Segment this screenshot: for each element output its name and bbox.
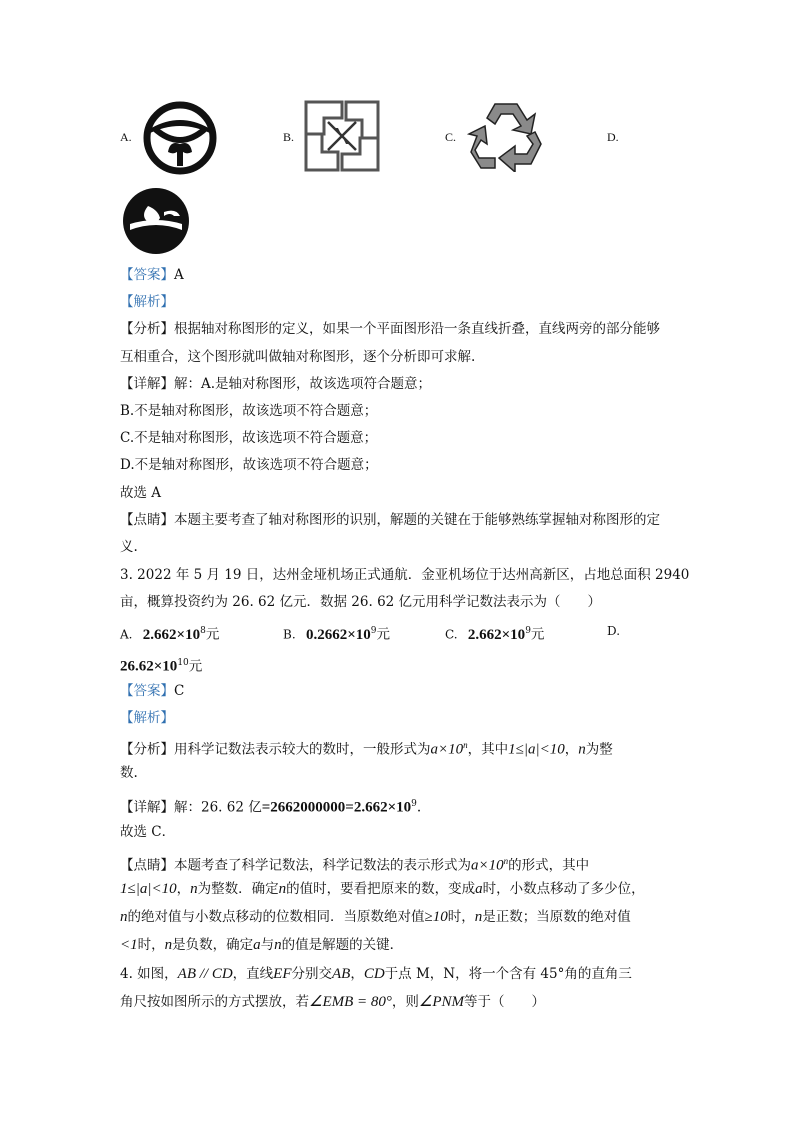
q3-stem-1: 3. 2022 年 5 月 19 日，达州金垭机场正式通航．金亚机场位于达州高新区，占地总面积 2940: [120, 567, 690, 583]
q3-option-a: [120, 622, 219, 644]
q3-comment-l3-n: n: [120, 909, 128, 925]
q4-m2: EF: [273, 966, 292, 982]
q4-line2-m2: ∠PNM: [418, 994, 465, 1010]
answer-line: [120, 266, 184, 284]
q3-option-d-unit: 元: [188, 658, 203, 675]
q3-comment-l3-c: 是正数；当原数的绝对值: [482, 909, 631, 925]
answer-tag: 【答案】: [120, 267, 174, 283]
option-c-label: C.: [445, 130, 457, 144]
q3-detail-math: =2662000000=2.662×10: [261, 799, 412, 816]
q4-t3: ，: [350, 966, 364, 982]
q3-stem-2: 亩，概算投资约为 26. 62 亿元．数据 26. 62 亿元用科学记数法表示为（ ）: [120, 594, 602, 610]
q3-answer-line: [120, 682, 184, 700]
q3-option-a-label: A.: [120, 627, 133, 642]
q3-option-b: [283, 622, 390, 644]
analysis-text-2: 互相重合，这个图形就叫做轴对称图形，逐个分析即可求解.: [120, 349, 476, 365]
q3-comment-l3-a: 的绝对值与小数点移动的位数相同．当原数绝对值: [127, 909, 425, 925]
q3-comment-math1-exp: n: [503, 856, 509, 866]
q4-line2-c: 等于（ ）: [464, 994, 546, 1010]
q3-comment-l3-n2: n: [474, 909, 483, 925]
q3-comment-l2-d: 时，小数点移动了多少位，: [482, 881, 645, 897]
q3-detail-line: [120, 795, 421, 817]
q4-line2-a: 角尺按如图所示的方式摆放，若: [120, 994, 309, 1010]
q3-comment-b: 的形式，其中: [508, 857, 590, 874]
q3-answer-tag: 【答案】: [120, 683, 174, 699]
q3-analysis-b: ，其中: [467, 741, 509, 758]
comment-tag: 【点睛】: [120, 512, 174, 528]
detail-tag: 【详解】: [120, 376, 174, 392]
q3-comment-l2-b: 为整数．确定: [197, 881, 279, 897]
q3-option-a-value: 2.662×10: [142, 626, 201, 643]
q3-answer-value: C: [174, 683, 185, 699]
option-b-label: B.: [283, 130, 295, 144]
q4-stem-1: [120, 965, 632, 983]
q3-option-c-exp: 9: [525, 626, 531, 636]
q3-option-b-unit: 元: [376, 626, 390, 643]
q3-analysis-tag: 【分析】: [120, 741, 174, 758]
q3-option-d-exp: 10: [177, 658, 189, 668]
q3-option-b-exp: 9: [370, 626, 377, 636]
q4-number: 4. 如图，: [120, 966, 178, 982]
q3-comment-line-1: [120, 852, 589, 875]
detail-text-2: B.不是轴对称图形，故该选项不符合题意；: [120, 403, 378, 419]
q3-option-d-label: D.: [607, 624, 621, 638]
jiexi-tag: 【解析】: [120, 294, 174, 310]
analysis-tag: 【分析】: [120, 321, 174, 337]
q3-comment-line-2: [120, 880, 645, 898]
comment-text-2: 义.: [120, 539, 138, 555]
q3-detail-a: 解：26. 62 亿: [174, 799, 262, 816]
q3-detail-exp: 9: [411, 799, 417, 809]
q4-m4: CD: [363, 966, 385, 982]
analysis-text-1: 根据轴对称图形的定义，如果一个平面图形沿一条直线折叠，直线两旁的部分能够: [174, 321, 660, 337]
q3-comment-l4-n2: n: [274, 937, 282, 953]
q3-comment-l2-a: ，: [176, 881, 191, 897]
q3-comment-l2-a2: a: [475, 881, 483, 897]
analysis-line-1: [120, 320, 660, 338]
detail-line-1: [120, 375, 431, 393]
figure-c-recycle-symbol: [465, 98, 547, 172]
q4-t4: 于点 M，N，将一个含有 45°角的直角三: [384, 966, 632, 982]
q3-option-a-unit: 元: [205, 626, 220, 643]
q4-line2-b: ，则: [391, 994, 419, 1010]
comment-text-1: 本题主要考查了轴对称图形的识别，解题的关键在于能够熟练掌握轴对称图形的定: [174, 512, 660, 528]
q4-m1: AB // CD: [177, 966, 233, 982]
q3-analysis-math1: a×10: [430, 741, 464, 758]
q3-analysis-c: ，: [564, 741, 579, 758]
q3-jiexi-tag: 【解析】: [120, 710, 174, 726]
q3-comment-a: 本题考查了科学记数法，科学记数法的表示形式为: [174, 857, 471, 874]
q3-analysis-math1-exp: n: [463, 740, 468, 750]
figure-b-symbol: [302, 98, 382, 174]
q3-comment-l4-n: n: [164, 937, 173, 953]
q3-comment-line-4: [120, 936, 403, 954]
figure-a-symbol: [140, 100, 220, 176]
option-a-label: A.: [120, 130, 132, 144]
option-d-label: D.: [607, 130, 619, 144]
q3-analysis-math3: n: [578, 741, 586, 758]
q3-option-c-unit: 元: [530, 626, 545, 643]
q3-analysis-line-1: [120, 736, 613, 759]
q3-analysis-text-2: 数.: [120, 765, 138, 781]
q3-option-b-label: B.: [283, 627, 296, 642]
comment-line-1: [120, 511, 660, 529]
q3-detail-tag: 【详解】: [120, 799, 174, 816]
q3-comment-line-3: [120, 908, 631, 926]
q3-comment-l2-n2: n: [278, 881, 287, 897]
q3-comment-l4-d: 的值是解题的关键．: [281, 937, 404, 953]
q4-m3: AB: [332, 966, 351, 982]
q3-comment-l2-n: n: [190, 881, 198, 897]
q4-t1: ，直线: [232, 966, 274, 982]
q3-comment-l4-c: 与: [260, 937, 275, 953]
q3-comment-l2-math: 1≤|a|<10: [120, 881, 177, 897]
q3-comment-l3-b: 时，: [447, 909, 475, 925]
q4-t2: 分别交: [291, 966, 332, 982]
q3-comment-math1: a×10: [471, 857, 504, 874]
q3-analysis-a: 用科学记数法表示较大的数时，一般形式为: [174, 741, 431, 758]
q3-comment-l3-math: ≥10: [424, 909, 448, 925]
q3-comment-l4-math: <1: [120, 937, 138, 953]
q3-option-d: [120, 654, 202, 676]
q3-comment-l4-a: 时，: [137, 937, 165, 953]
q4-stem-2: [120, 993, 545, 1011]
q3-option-d-value: 26.62×10: [120, 658, 178, 675]
q3-comment-l4-b: 是负数，确定: [172, 937, 254, 953]
q3-option-a-exp: 8: [200, 626, 206, 636]
q4-line2-m1: ∠EMB = 80°: [309, 994, 392, 1010]
choose-text: 故选 A: [120, 485, 162, 501]
q3-option-c-label: C.: [445, 627, 458, 642]
q3-comment-l4-a2: a: [253, 937, 261, 953]
q3-comment-l2-c: 的值时，要看把原来的数，变成: [286, 881, 476, 897]
q3-analysis-d: 为整: [585, 741, 613, 758]
q3-analysis-math2: 1≤|a|<10: [508, 741, 565, 758]
detail-text-3: C.不是轴对称图形，故该选项不符合题意；: [120, 430, 378, 446]
answer-value: A: [174, 267, 184, 283]
q3-option-b-value: 0.2662×10: [305, 626, 371, 643]
detail-text-4: D.不是轴对称图形，故该选项不符合题意；: [120, 457, 378, 473]
q3-choose-text: 故选 C．: [120, 824, 176, 840]
figure-d-symbol: [120, 186, 192, 256]
q3-detail-end: .: [416, 799, 422, 816]
q3-option-d-label-wrap: [607, 622, 620, 640]
q3-option-c-value: 2.662×10: [467, 626, 526, 643]
q3-comment-tag: 【点睛】: [120, 857, 174, 874]
q3-option-c: [445, 622, 544, 644]
detail-text-1: 解：A.是轴对称图形，故该选项符合题意；: [174, 376, 432, 392]
